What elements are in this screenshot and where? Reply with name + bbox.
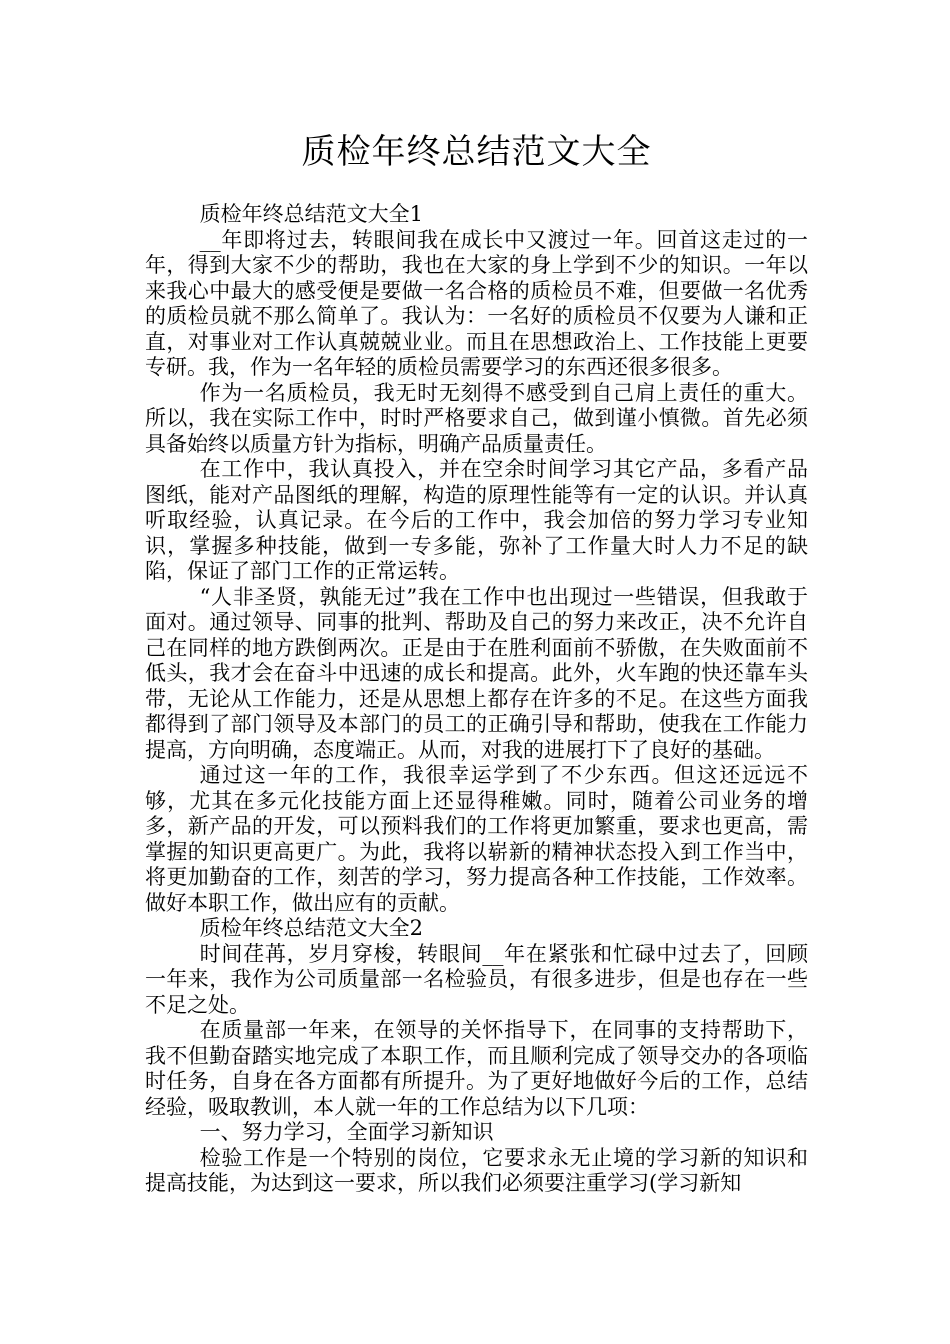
subheading: 一、努力学习，全面学习新知识 xyxy=(199,1120,494,1144)
document-body xyxy=(145,202,808,1197)
paragraph: 时间荏苒，岁月穿梭，转眼间__年在紧张和忙碌中过去了，回顾一年来，我作为公司质量部一名检验员，有很多进步，但是也存在一些不足之处。 xyxy=(145,941,808,1017)
section-heading-2: 质检年终总结范文大全2 xyxy=(199,916,423,940)
paragraph: 检验工作是一个特别的岗位，它要求永无止境的学习新的知识和提高技能，为达到这一要求，所以我们必须要注重学习(学习新知 xyxy=(145,1145,808,1195)
paragraph: __年即将过去，转眼间我在成长中又渡过一年。回首这走过的一年，得到大家不少的帮助，我也在大家的身上学到不少的知识。一年以来我心中最大的感受便是要做一名合格的质检员不难，但要做一名优秀的质检员就不那么简单了。我认为：一名好的质检员不仅要为人谦和正直，对事业对工作认真兢兢业业。而且在思想政治上、工作技能上更要专研。我，作为一名年轻的质检员需要学习的东西还很多很多。 xyxy=(145,227,808,379)
document-title: 质检年终总结范文大全 xyxy=(301,132,652,172)
paragraph: 在工作中，我认真投入，并在空余时间学习其它产品，多看产品图纸，能对产品图纸的理解，构造的原理性能等有一定的认识。并认真听取经验，认真记录。在今后的工作中，我会加倍的努力学习专业知识，掌握多种技能，做到一专多能，弥补了工作量大时人力不足的缺陷，保证了部门工作的正常运转。 xyxy=(145,457,808,583)
paragraph: 在质量部一年来，在领导的关怀指导下，在同事的支持帮助下，我不但勤奋踏实地完成了本职工作，而且顺利完成了领导交办的各项临时任务，自身在各方面都有所提升。为了更好地做好今后的工作，总结经验，吸取教训，本人就一年的工作总结为以下几项： xyxy=(145,1018,808,1119)
section-heading-1: 质检年终总结范文大全1 xyxy=(199,202,423,226)
paragraph: “人非圣贤，孰能无过”我在工作中也出现过一些错误，但我敢于面对。通过领导、同事的批判、帮助及自己的努力来改正，决不允许自己在同样的地方跌倒两次。正是由于在胜利面前不骄傲，在失败面前不低头，我才会在奋斗中迅速的成长和提高。此外，火车跑的快还靠车头带，无论从工作能力，还是从思想上都存在许多的不足。在这些方面我都得到了部门领导及本部门的员工的正确引导和帮助，使我在工作能力提高，方向明确，态度端正。从而，对我的进展打下了良好的基础。 xyxy=(145,584,808,762)
paragraph: 通过这一年的工作，我很幸运学到了不少东西。但这还远远不够，尤其在多元化技能方面上还显得稚嫩。同时，随着公司业务的增多，新产品的开发，可以预料我们的工作将更加繁重，要求也更高，需掌握的知识更高更广。为此，我将以崭新的精神状态投入到工作当中，将更加勤奋的工作，刻苦的学习，努力提高各种工作技能，工作效率。做好本职工作，做出应有的贡献。 xyxy=(145,763,808,915)
paragraph: 作为一名质检员，我无时无刻得不感受到自己肩上责任的重大。所以，我在实际工作中，时时严格要求自己，做到谨小慎微。首先必须具备始终以质量方针为指标，明确产品质量责任。 xyxy=(145,380,808,456)
